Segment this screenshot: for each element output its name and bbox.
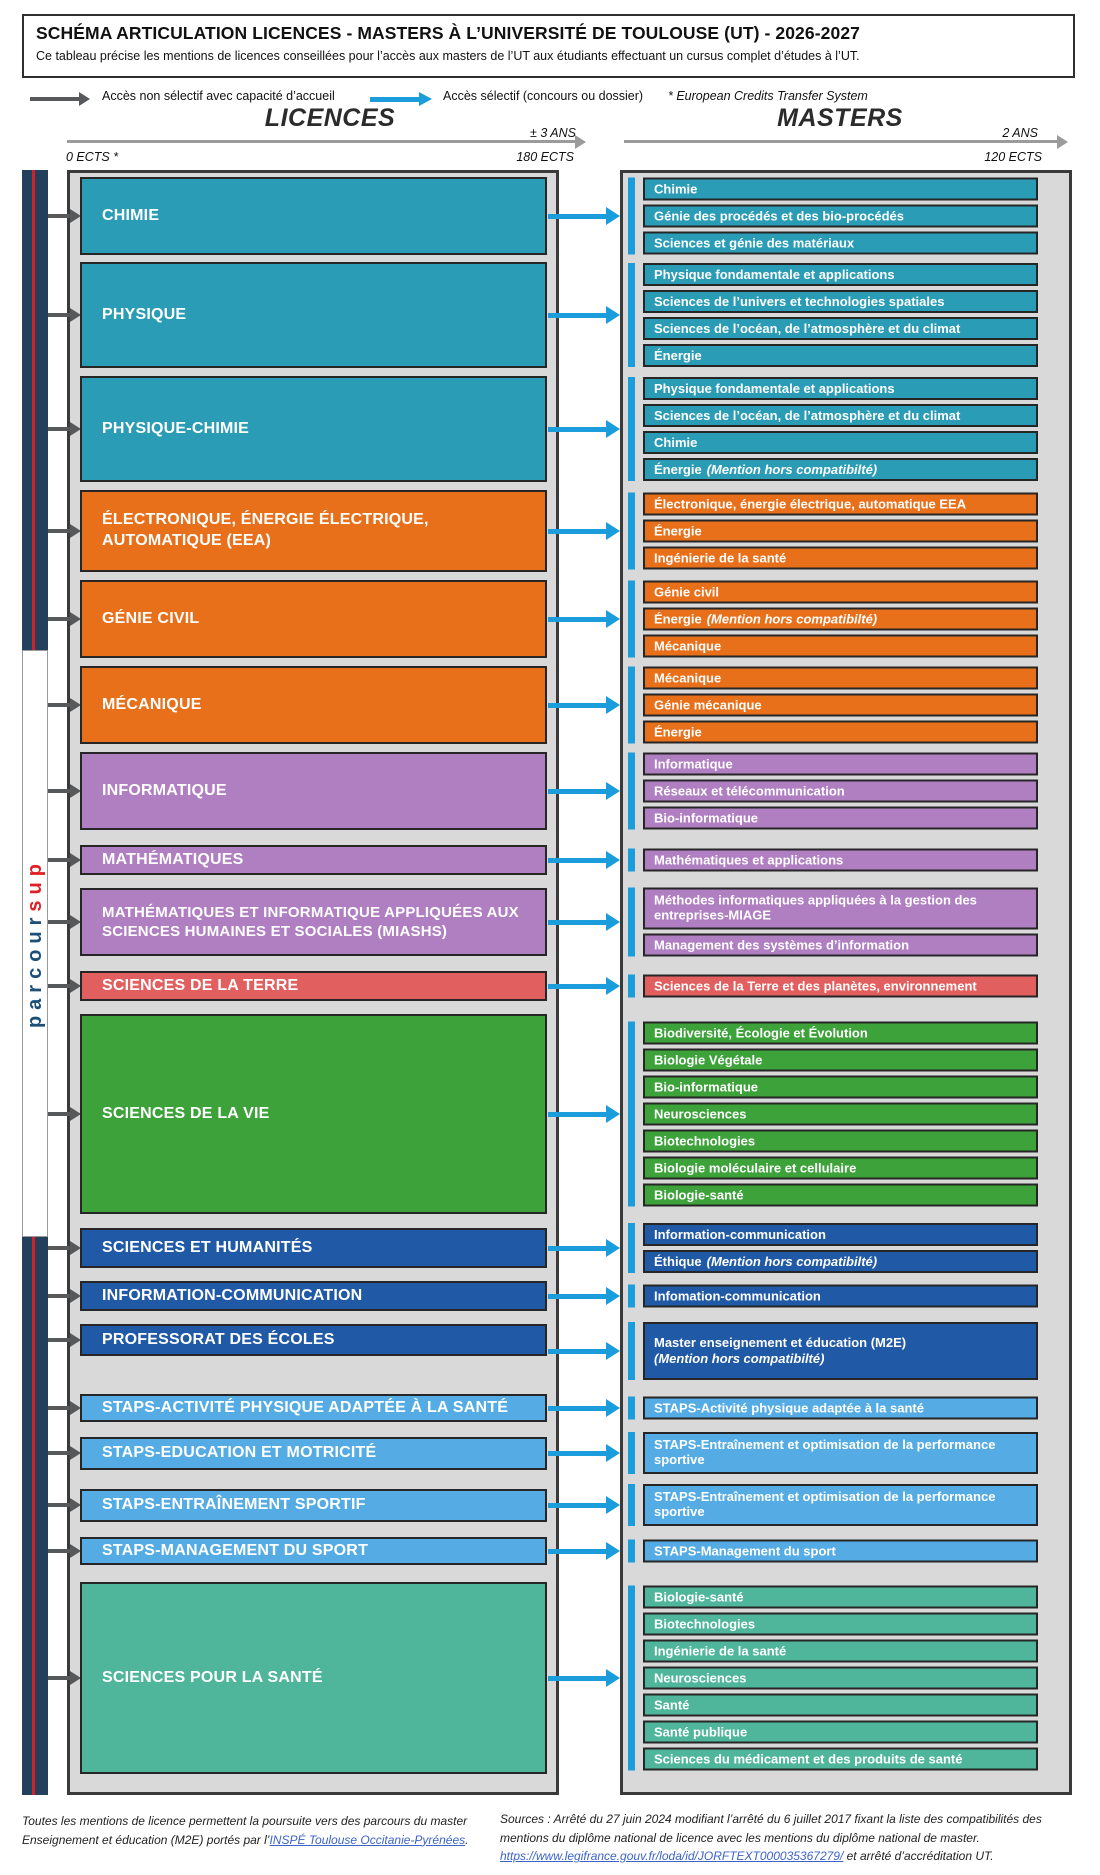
group-bar <box>628 1022 635 1207</box>
group-bar <box>628 1223 635 1273</box>
licence-box: SCIENCES DE LA TERRE <box>80 971 547 1001</box>
licence-box: SCIENCES DE LA VIE <box>80 1014 547 1214</box>
non-selective-arrow <box>48 1106 81 1122</box>
group-bar <box>628 1397 635 1420</box>
band-15 <box>0 1394 1100 1422</box>
master-box: Information-communication <box>643 1223 1038 1246</box>
non-selective-arrow <box>48 1445 81 1461</box>
master-box: Sciences du médicament et des produits de santé <box>643 1748 1038 1771</box>
non-selective-arrow <box>48 611 81 627</box>
non-selective-arrow <box>48 914 81 930</box>
master-box: Santé <box>643 1694 1038 1717</box>
selective-arrow <box>548 1444 620 1462</box>
licence-box: PHYSIQUE <box>80 262 547 368</box>
master-box: Mécanique <box>643 635 1038 658</box>
group-bar <box>628 1432 635 1474</box>
band-19 <box>0 1582 1100 1774</box>
group-bar <box>628 753 635 830</box>
group-bar <box>628 667 635 744</box>
sources-text: Sources : Arrêté du 27 juin 2024 modifiant l’arrêté du 6 juillet 2017 fixant la liste des compatibilités des mentions du diplôme national de licence avec les mentions du diplôme national de master. <box>500 1812 1042 1845</box>
masters-ects-end: 120 ECTS <box>984 150 1042 164</box>
footer-note-m2e: Toutes les mentions de licence permettent la poursuite vers des parcours du master Enseignement et éducation (M2E) portés par l’INSPÉ Toulouse Occitanie-Pyrénées. <box>22 1814 469 1847</box>
non-selective-arrow <box>48 1240 81 1256</box>
non-selective-arrow <box>48 421 81 437</box>
masters-duration: 2 ANS <box>1002 126 1038 140</box>
masters-group <box>628 1322 1040 1380</box>
selective-arrow <box>548 610 620 628</box>
masters-group <box>628 581 1040 658</box>
footer-note-text: Toutes les mentions de licence permettent la poursuite vers des parcours du master Enseignement et éducation (M2E) portés par l’ <box>22 1814 468 1847</box>
group-bar <box>628 888 635 957</box>
band-7 <box>0 752 1100 830</box>
band-4 <box>0 490 1100 572</box>
licence-box: PHYSIQUE-CHIMIE <box>80 376 547 482</box>
page-subtitle: Ce tableau précise les mentions de licences conseillées pour l’accès aux masters de l’UT aux étudiants effectuant un cursus complet d’études à l’UT. <box>36 49 860 63</box>
master-box: STAPS-Management du sport <box>643 1540 1038 1563</box>
master-box: STAPS-Entraînement et optimisation de la performance sportive <box>643 1484 1038 1526</box>
band-6 <box>0 666 1100 744</box>
licences-timeline-arrow <box>67 140 576 143</box>
band-2 <box>0 262 1100 368</box>
masters-group <box>628 1484 1040 1526</box>
master-box: Sciences de la Terre et des planètes, environnement <box>643 975 1038 998</box>
legend-selective-label: Accès sélectif (concours ou dossier) <box>443 89 644 103</box>
master-box: Biologie-santé <box>643 1586 1038 1609</box>
master-box: Neurosciences <box>643 1103 1038 1126</box>
non-selective-arrow <box>48 1332 81 1348</box>
masters-group <box>628 1586 1040 1771</box>
licences-column-title: LICENCES <box>264 104 396 132</box>
master-box: Physique fondamentale et applications <box>643 263 1038 286</box>
non-selective-arrow <box>48 208 81 224</box>
master-box: STAPS-Activité physique adaptée à la santé <box>643 1397 1038 1420</box>
master-box: Informatique <box>643 753 1038 776</box>
licences-duration: ± 3 ANS <box>530 126 576 140</box>
master-box: Énergie <box>643 520 1038 543</box>
inspe-link[interactable]: INSPÉ Toulouse Occitanie-Pyrénées <box>269 1832 466 1847</box>
masters-group <box>628 1022 1040 1207</box>
non-selective-arrow-icon <box>30 92 90 106</box>
group-bar <box>628 377 635 481</box>
masters-timeline-arrow <box>624 140 1058 143</box>
selective-arrow <box>548 207 620 225</box>
licence-box: STAPS-MANAGEMENT DU SPORT <box>80 1537 547 1565</box>
band-1 <box>0 177 1100 255</box>
licence-box: SCIENCES ET HUMANITÉS <box>80 1228 547 1268</box>
group-bar <box>628 493 635 570</box>
master-box: Physique fondamentale et applications <box>643 377 1038 400</box>
licence-box: GÉNIE CIVIL <box>80 580 547 658</box>
band-11 <box>0 1014 1100 1214</box>
master-box: Bio-informatique <box>643 807 1038 830</box>
masters-group <box>628 493 1040 570</box>
master-box: Chimie <box>643 431 1038 454</box>
band-16 <box>0 1431 1100 1475</box>
masters-group <box>628 849 1040 872</box>
non-selective-arrow <box>48 697 81 713</box>
master-box: Énergie (Mention hors compatibilté) <box>643 458 1038 481</box>
master-box: Biotechnologies <box>643 1130 1038 1153</box>
header-box <box>22 14 1075 78</box>
legend-non-selective-label: Accès non sélectif avec capacité d’accueil <box>102 89 335 103</box>
group-bar <box>628 178 635 255</box>
band-3 <box>0 376 1100 482</box>
master-box: Chimie <box>643 178 1038 201</box>
master-box: Énergie (Mention hors compatibilté) <box>643 608 1038 631</box>
group-bar <box>628 263 635 367</box>
group-bar <box>628 581 635 658</box>
licence-box: MÉCANIQUE <box>80 666 547 744</box>
masters-group <box>628 1432 1040 1474</box>
master-box: Biotechnologies <box>643 1613 1038 1636</box>
masters-group <box>628 263 1040 367</box>
master-box: Énergie <box>643 721 1038 744</box>
non-selective-arrow <box>48 978 81 994</box>
selective-arrow <box>548 1496 620 1514</box>
master-box: Management des systèmes d’information <box>643 934 1038 957</box>
licences-ects-end: 180 ECTS <box>516 150 574 164</box>
masters-group <box>628 1540 1040 1563</box>
selective-arrow <box>548 977 620 995</box>
selective-arrow <box>548 913 620 931</box>
licence-box: STAPS-ACTIVITÉ PHYSIQUE ADAPTÉE À LA SANTÉ <box>80 1394 547 1422</box>
band-5 <box>0 580 1100 658</box>
master-box: Réseaux et télécommunication <box>643 780 1038 803</box>
licence-box: STAPS-ENTRAÎNEMENT SPORTIF <box>80 1489 547 1522</box>
non-selective-arrow <box>48 1670 81 1686</box>
master-box: Biologie-santé <box>643 1184 1038 1207</box>
master-box: Mécanique <box>643 667 1038 690</box>
articulation-diagram <box>0 170 1100 1795</box>
footer-sources: Sources : Arrêté du 27 juin 2024 modifiant l’arrêté du 6 juillet 2017 fixant la liste des compatibilités des mentions du diplôme national de licence avec les mentions du diplôme national de master. https://www.legifrance.gouv.fr/loda/id/JORFTEXT000035367279/ et arrêté d’accréditation UT. <box>500 1812 1042 1864</box>
non-selective-arrow <box>48 1543 81 1559</box>
master-box: Électronique, énergie électrique, automatique EEA <box>643 493 1038 516</box>
masters-group <box>628 888 1040 957</box>
master-box: Sciences de l’océan, de l’atmosphère et du climat <box>643 404 1038 427</box>
licence-box: INFORMATION-COMMUNICATION <box>80 1281 547 1311</box>
selective-arrow <box>548 1342 620 1360</box>
non-selective-arrow <box>48 783 81 799</box>
non-selective-arrow <box>48 523 81 539</box>
masters-column-title: MASTERS <box>777 104 903 132</box>
licence-box: PROFESSORAT DES ÉCOLES <box>80 1324 547 1356</box>
master-box: Sciences de l’océan, de l’atmosphère et du climat <box>643 317 1038 340</box>
master-box: Mathématiques et applications <box>643 849 1038 872</box>
selective-arrow <box>548 1399 620 1417</box>
non-selective-arrow <box>48 1497 81 1513</box>
licence-box: MATHÉMATIQUES <box>80 845 547 875</box>
masters-group <box>628 667 1040 744</box>
band-9 <box>0 888 1100 956</box>
band-12 <box>0 1222 1100 1274</box>
master-box: Éthique (Mention hors compatibilté) <box>643 1250 1038 1273</box>
master-box: Infomation-communication <box>643 1285 1038 1308</box>
licence-box: MATHÉMATIQUES ET INFORMATIQUE APPLIQUÉES AUX SCIENCES HUMAINES ET SOCIALES (MIASHS) <box>80 888 547 956</box>
selective-arrow <box>548 782 620 800</box>
masters-group <box>628 975 1040 998</box>
group-bar <box>628 849 635 872</box>
band-17 <box>0 1483 1100 1527</box>
master-box: Bio-informatique <box>643 1076 1038 1099</box>
selective-arrow <box>548 1105 620 1123</box>
licence-box: INFORMATIQUE <box>80 752 547 830</box>
licences-ects-start: 0 ECTS * <box>66 150 119 164</box>
licence-box: ÉLECTRONIQUE, ÉNERGIE ÉLECTRIQUE, AUTOMATIQUE (EEA) <box>80 490 547 572</box>
masters-group <box>628 377 1040 481</box>
selective-arrow <box>548 696 620 714</box>
master-box: Génie mécanique <box>643 694 1038 717</box>
selective-arrow <box>548 1669 620 1687</box>
master-box: Énergie <box>643 344 1038 367</box>
master-box: Sciences de l’univers et technologies spatiales <box>643 290 1038 313</box>
selective-arrow <box>548 851 620 869</box>
band-18 <box>0 1537 1100 1565</box>
ects-note: * European Credits Transfer System <box>668 89 868 103</box>
group-bar <box>628 1484 635 1526</box>
master-box: Santé publique <box>643 1721 1038 1744</box>
master-box: Biodiversité, Écologie et Évolution <box>643 1022 1038 1045</box>
master-box: STAPS-Entraînement et optimisation de la performance sportive <box>643 1432 1038 1474</box>
selective-arrow <box>548 1239 620 1257</box>
parcoursup-logo: parcoursup <box>23 858 46 1029</box>
master-box: Ingénierie de la santé <box>643 1640 1038 1663</box>
selective-arrow <box>548 1287 620 1305</box>
masters-group <box>628 1397 1040 1420</box>
band-8 <box>0 845 1100 875</box>
bands-layer <box>0 177 1100 1774</box>
band-14 <box>0 1322 1100 1380</box>
master-box: Biologie Végétale <box>643 1049 1038 1072</box>
master-box: Ingénierie de la santé <box>643 547 1038 570</box>
master-box: Génie des procédés et des bio-procédés <box>643 205 1038 228</box>
selective-arrow <box>548 306 620 324</box>
masters-group <box>628 1285 1040 1308</box>
selective-arrow <box>548 420 620 438</box>
group-bar <box>628 1285 635 1308</box>
licence-box: SCIENCES POUR LA SANTÉ <box>80 1582 547 1774</box>
non-selective-arrow <box>48 1400 81 1416</box>
selective-arrow <box>548 522 620 540</box>
masters-group <box>628 753 1040 830</box>
band-10 <box>0 971 1100 1001</box>
legifrance-link[interactable]: https://www.legifrance.gouv.fr/loda/id/JORFTEXT000035367279/ <box>500 1849 844 1864</box>
group-bar <box>628 975 635 998</box>
master-box: Méthodes informatiques appliquées à la gestion des entreprises-MIAGE <box>643 888 1038 930</box>
licence-box: STAPS-EDUCATION ET MOTRICITÉ <box>80 1437 547 1470</box>
master-box: Génie civil <box>643 581 1038 604</box>
page-title: SCHÉMA ARTICULATION LICENCES - MASTERS À L’UNIVERSITÉ DE TOULOUSE (UT) - 2026-2027 <box>36 23 860 43</box>
master-box: Master enseignement et éducation (M2E) (Mention hors compatibilté) <box>643 1322 1038 1380</box>
non-selective-arrow <box>48 1288 81 1304</box>
non-selective-arrow <box>48 852 81 868</box>
master-box: Sciences et génie des matériaux <box>643 232 1038 255</box>
group-bar <box>628 1586 635 1771</box>
masters-group <box>628 178 1040 255</box>
band-13 <box>0 1281 1100 1311</box>
group-bar <box>628 1322 635 1380</box>
non-selective-arrow <box>48 307 81 323</box>
master-box: Biologie moléculaire et cellulaire <box>643 1157 1038 1180</box>
selective-arrow <box>548 1542 620 1560</box>
masters-group <box>628 1223 1040 1273</box>
group-bar <box>628 1540 635 1563</box>
master-box: Neurosciences <box>643 1667 1038 1690</box>
licence-box: CHIMIE <box>80 177 547 255</box>
